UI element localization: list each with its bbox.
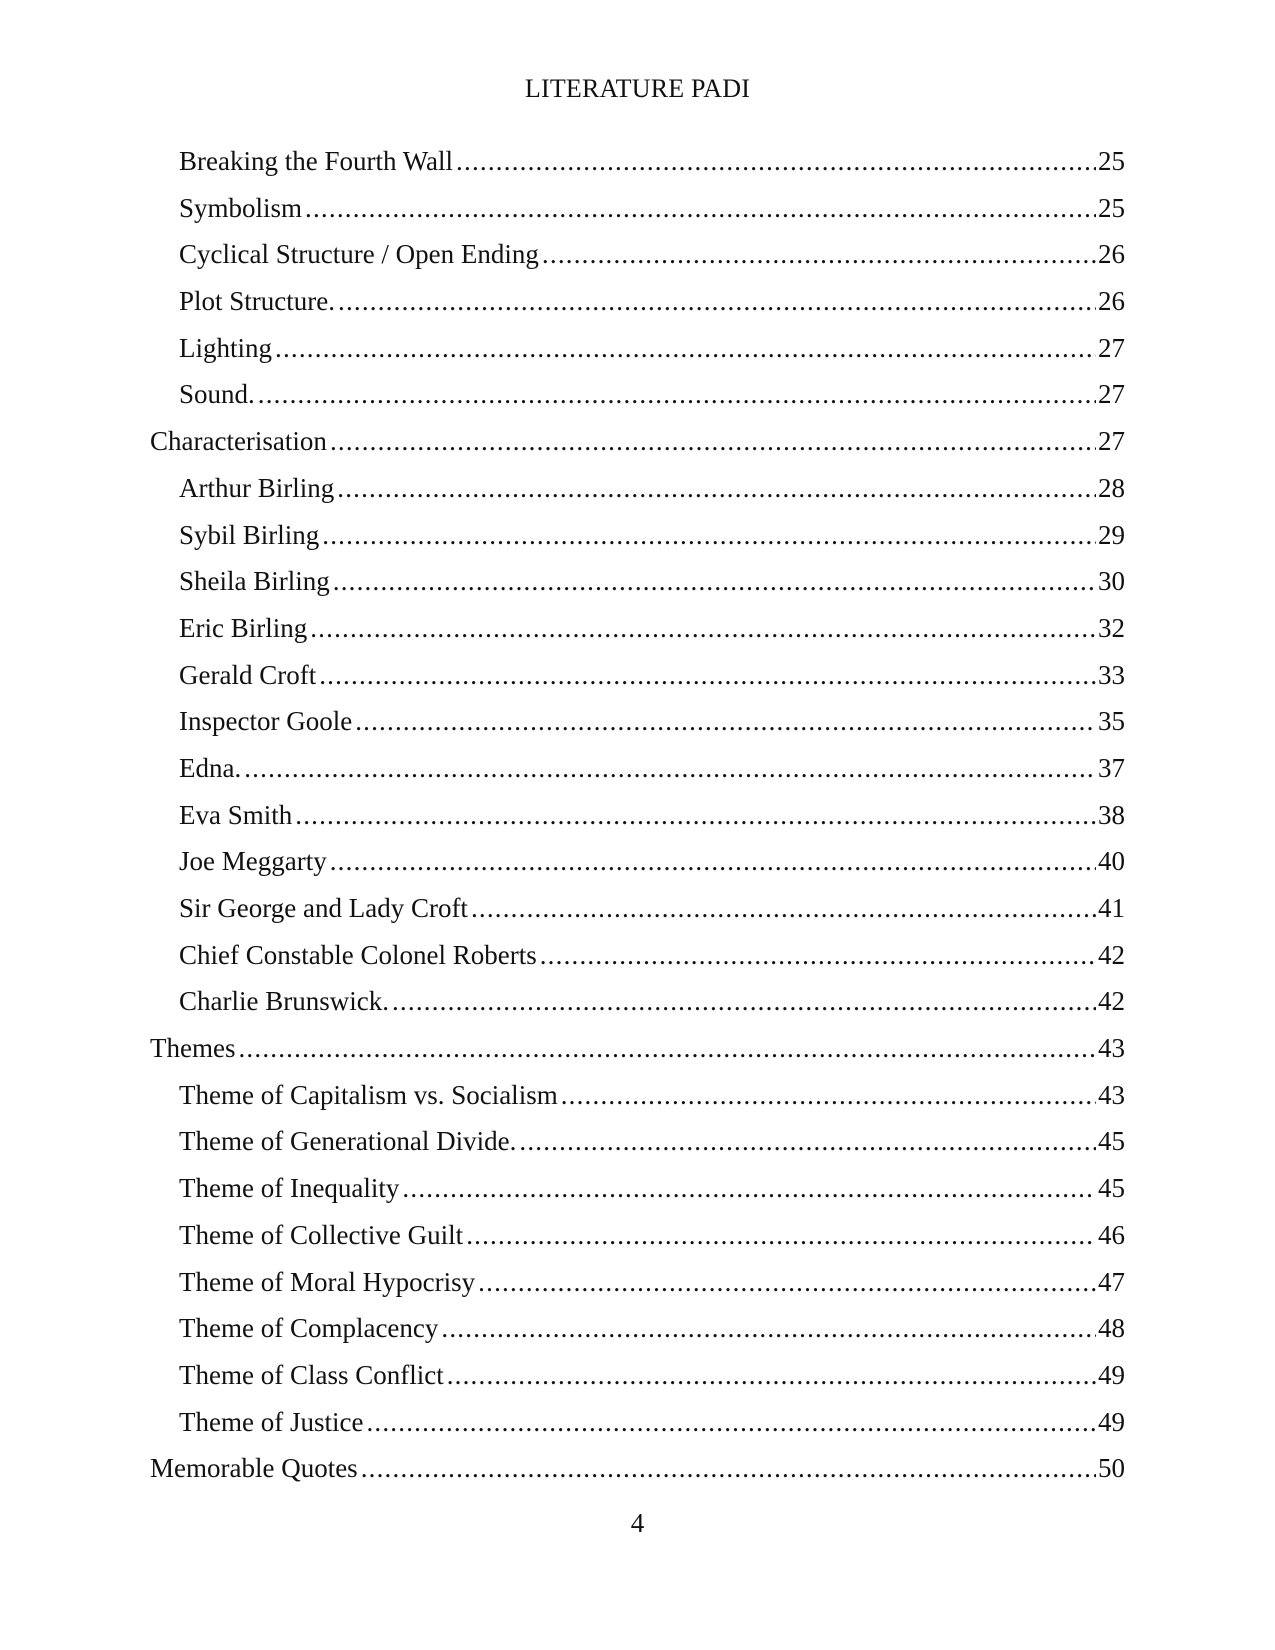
toc-entry[interactable]	[150, 1358, 1125, 1405]
toc-entry[interactable]	[150, 471, 1125, 518]
toc-entry-page: 50	[1098, 1453, 1125, 1484]
toc-entry-title: Memorable Quotes	[150, 1453, 358, 1484]
toc-entry-page: 30	[1098, 566, 1125, 597]
toc-entry-page: 49	[1098, 1359, 1125, 1390]
toc-entry-page: 28	[1098, 472, 1125, 503]
toc-entry-title: Theme of Moral Hypocrisy	[179, 1266, 476, 1297]
page-number: 4	[630, 1508, 645, 1538]
toc-entry-page: 47	[1098, 1266, 1125, 1297]
dot-leader	[447, 1358, 1096, 1392]
toc-entry-page: 43	[1098, 1033, 1125, 1064]
toc-entry-title: Plot Structure.	[179, 286, 335, 317]
toc-entry-page: 49	[1098, 1406, 1125, 1437]
dot-leader	[361, 1451, 1096, 1485]
dot-leader	[330, 844, 1096, 878]
toc-entry[interactable]	[150, 938, 1125, 985]
dot-leader	[322, 518, 1096, 552]
toc-entry[interactable]	[150, 331, 1125, 378]
dot-leader	[333, 564, 1096, 598]
dot-leader	[310, 611, 1096, 645]
dot-leader	[366, 1405, 1096, 1439]
toc-entry-page: 26	[1098, 286, 1125, 317]
toc-entry[interactable]	[150, 237, 1125, 284]
toc-entry-title: Arthur Birling	[179, 472, 335, 503]
toc-entry-title: Charlie Brunswick.	[179, 986, 389, 1017]
toc-entry[interactable]	[150, 891, 1125, 938]
toc-entry[interactable]	[150, 424, 1125, 471]
toc-entry-title: Sir George and Lady Croft	[179, 893, 468, 923]
dot-leader	[456, 144, 1096, 178]
toc-entry-page: 37	[1098, 752, 1125, 783]
dot-leader	[471, 891, 1096, 925]
toc-entry-title: Lighting	[179, 332, 272, 363]
dot-leader	[319, 658, 1096, 692]
toc-entry[interactable]	[150, 1265, 1125, 1312]
dot-leader	[561, 1078, 1096, 1112]
dot-leader	[305, 191, 1096, 225]
dot-leader	[355, 704, 1096, 738]
dot-leader	[540, 938, 1096, 972]
toc-entry-page: 43	[1098, 1079, 1125, 1110]
dot-leader	[258, 377, 1096, 411]
toc-entry[interactable]	[150, 844, 1125, 891]
toc-entry-page: 27	[1098, 426, 1125, 457]
toc-entry[interactable]	[150, 1031, 1125, 1078]
toc-entry[interactable]	[150, 191, 1125, 238]
toc-entry[interactable]	[150, 1451, 1125, 1498]
dot-leader	[402, 1171, 1096, 1205]
toc-entry-title: Joe Meggarty	[179, 846, 327, 877]
toc-entry[interactable]	[150, 658, 1125, 705]
toc-entry[interactable]	[150, 1405, 1125, 1452]
dot-leader	[295, 798, 1096, 832]
toc-entry-page: 38	[1098, 799, 1125, 830]
toc-entry-title: Sound.	[179, 379, 255, 410]
toc-entry-page: 45	[1098, 1173, 1125, 1204]
toc-entry-page: 32	[1098, 612, 1125, 643]
toc-entry[interactable]	[150, 377, 1125, 424]
toc-entry-page: 35	[1098, 706, 1125, 737]
toc-entry-title: Cyclical Structure / Open Ending	[179, 239, 539, 270]
toc-entry-page: 27	[1098, 379, 1125, 410]
toc-entry-title: Eva Smith	[179, 799, 293, 830]
toc-entry-title: Sybil Birling	[179, 519, 320, 550]
toc-entry-page: 40	[1098, 846, 1125, 877]
toc-entry-page: 42	[1098, 986, 1125, 1017]
toc-entry[interactable]	[150, 704, 1125, 751]
toc-entry[interactable]	[150, 1171, 1125, 1218]
toc-entry-title: Characterisation	[150, 426, 327, 457]
dot-leader	[337, 471, 1096, 505]
toc-entry-title: Themes	[150, 1033, 236, 1064]
toc-entry-title: Breaking the Fourth Wall	[179, 146, 454, 176]
toc-entry[interactable]	[150, 1078, 1125, 1125]
toc-entry-page: 48	[1098, 1313, 1125, 1344]
toc-entry[interactable]	[150, 564, 1125, 611]
toc-entry-title: Gerald Croft	[179, 659, 317, 690]
toc-entry[interactable]	[150, 1218, 1125, 1265]
toc-entry-title: Theme of Class Conflict	[179, 1359, 444, 1390]
toc-entry[interactable]	[150, 751, 1125, 798]
toc-entry-page: 46	[1098, 1219, 1125, 1250]
dot-leader	[238, 1031, 1096, 1065]
dot-leader	[466, 1218, 1096, 1252]
toc-entry-title: Theme of Justice	[179, 1406, 364, 1437]
toc-entry-title: Sheila Birling	[179, 566, 330, 597]
page-header-title: LITERATURE PADI	[524, 74, 751, 103]
dot-leader	[478, 1265, 1096, 1299]
toc-entry[interactable]	[150, 611, 1125, 658]
toc-entry-page: 25	[1098, 146, 1125, 176]
toc-entry-title: Inspector Goole	[179, 706, 353, 737]
dot-leader	[338, 284, 1096, 318]
toc-entry[interactable]	[150, 1311, 1125, 1358]
toc-entry[interactable]	[150, 144, 1125, 191]
toc-entry[interactable]	[150, 518, 1125, 565]
toc-entry-title: Edna.	[179, 752, 242, 783]
toc-entry-page: 33	[1098, 659, 1125, 690]
toc-entry-page: 29	[1098, 519, 1125, 550]
dot-leader	[330, 424, 1096, 458]
toc-entry[interactable]	[150, 798, 1125, 845]
toc-entry-title: Theme of Collective Guilt	[179, 1219, 464, 1250]
toc-entry-title: Theme of Capitalism vs. Socialism	[179, 1079, 558, 1110]
dot-leader	[244, 751, 1096, 785]
toc-entry-page: 27	[1098, 332, 1125, 363]
dot-leader	[392, 984, 1096, 1018]
toc-entry-page: 45	[1098, 1126, 1125, 1157]
toc-entry-title: Theme of Generational Divide.	[179, 1126, 517, 1157]
toc-entry-page: 42	[1098, 939, 1125, 970]
toc-entry-page: 26	[1098, 239, 1125, 270]
toc-entry-page: 41	[1098, 893, 1125, 923]
toc-entry-title: Eric Birling	[179, 612, 308, 643]
dot-leader	[519, 1124, 1096, 1158]
dot-leader	[542, 237, 1096, 271]
dot-leader	[441, 1311, 1096, 1345]
table-of-contents	[150, 144, 1125, 1498]
toc-entry-page: 25	[1098, 192, 1125, 223]
toc-entry[interactable]	[150, 984, 1125, 1031]
dot-leader	[275, 331, 1096, 365]
toc-entry-title: Theme of Complacency	[179, 1313, 439, 1344]
toc-entry[interactable]	[150, 284, 1125, 331]
toc-entry-title: Theme of Inequality	[179, 1173, 400, 1204]
toc-entry-title: Symbolism	[179, 192, 303, 223]
toc-entry-title: Chief Constable Colonel Roberts	[179, 939, 537, 970]
toc-entry[interactable]	[150, 1124, 1125, 1171]
